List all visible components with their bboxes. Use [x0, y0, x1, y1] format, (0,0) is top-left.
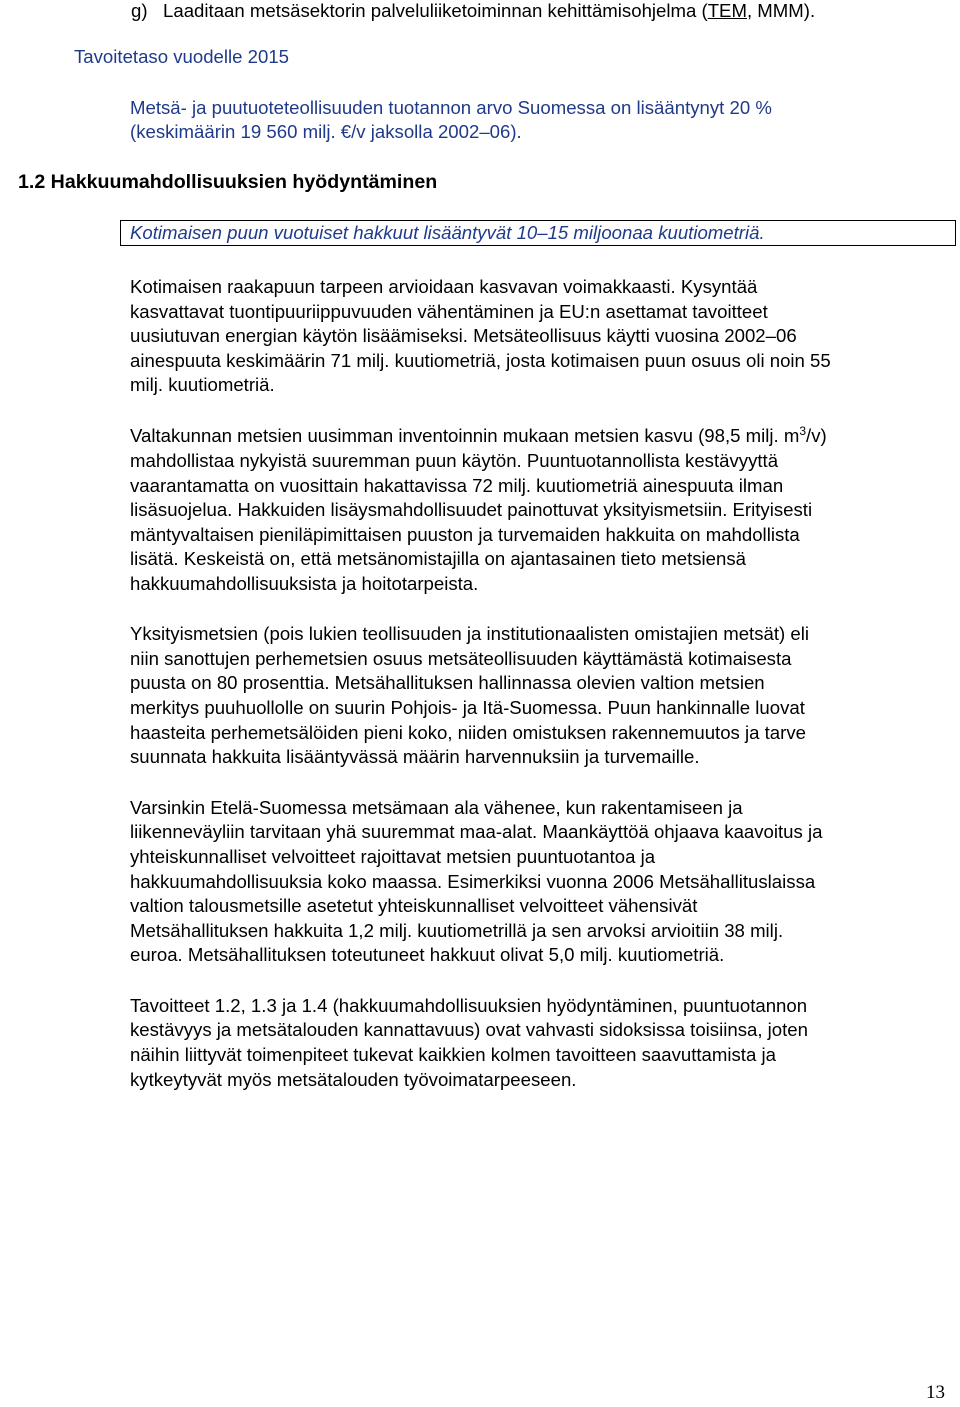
paragraph-5-line: kytkeytyvät myös metsätalouden työvoimatarpeeseen. [130, 1069, 577, 1090]
paragraph-2-line: lisäsuojelua. Hakkuiden lisäysmahdollisuudet painottuvat yksityismetsiin. Erityisesti [130, 499, 813, 520]
paragraph-4-line: Varsinkin Etelä-Suomessa metsämaan ala vähenee, kun rakentamiseen ja [130, 797, 743, 818]
paragraph-5-line: Tavoitteet 1.2, 1.3 ja 1.4 (hakkuumahdollisuuksien hyödyntäminen, puuntuotannon [130, 995, 808, 1016]
paragraph-3-line: niin sanottujen perhemetsien osuus metsäteollisuuden käyttämästä kotimaisesta [130, 648, 792, 669]
paragraph-4-line: valtion talousmetsille asetetut yhteiskunnalliset velvoitteet vähensivät [130, 895, 698, 916]
paragraph-2-text: /v) [806, 425, 827, 446]
paragraph-5-line: näihin liittyvät toimenpiteet tukevat kaikkien kolmen tavoitteen saavuttamista ja [130, 1044, 776, 1065]
target-2015-line: Metsä- ja puutuoteteollisuuden tuotannon arvo Suomessa on lisääntynyt 20 % [130, 97, 772, 118]
list-item-g-text-before: g) Laaditaan metsäsektorin palveluliiketoiminnan kehittämisohjelma ( [131, 0, 708, 21]
paragraph-3-line: haasteita perhemetsälöiden pieni koko, niiden omistuksen rakennemuutos ja tarve [130, 722, 806, 743]
target-2015-line: (keskimäärin 19 560 milj. €/v jaksolla 2002–06). [130, 121, 522, 142]
paragraph-2-line: lisätä. Keskeistä on, että metsänomistajilla on ajantasainen tieto metsiensä [130, 548, 746, 569]
paragraph-2-line: vaarantamatta on vuosittain hakattavissa 72 milj. kuutiometriä ainespuuta ilman [130, 475, 784, 496]
paragraph-2-text: Valtakunnan metsien uusimman inventoinnin mukaan metsien kasvu (98,5 milj. m [130, 425, 800, 446]
list-item-g-text-after: , MMM). [746, 0, 816, 21]
paragraph-1-line: milj. kuutiometriä. [130, 374, 275, 395]
list-item-g [131, 0, 815, 22]
boxed-target [120, 220, 956, 246]
paragraph-1-line: Kotimaisen raakapuun tarpeen arvioidaan kasvavan voimakkaasti. Kysyntää [130, 276, 758, 297]
paragraph-3-line: puusta on 80 prosenttia. Metsähallituksen hallinnassa olevien valtion metsien [130, 672, 765, 693]
paragraph-2-line [130, 424, 827, 449]
paragraph-2-line: hakkuumahdollisuuksista ja hoitotarpeista. [130, 573, 479, 594]
target-2015-heading: Tavoitetaso vuodelle 2015 [74, 46, 290, 67]
paragraph-4-line: liikenneväyliin tarvitaan yhä suuremmat maa-alat. Maankäyttöä ohjaava kaavoitus ja [130, 821, 823, 842]
paragraph-4-line: euroa. Metsähallituksen toteutuneet hakkuut olivat 5,0 milj. kuutiometriä. [130, 944, 725, 965]
paragraph-1-line: ainespuuta keskimäärin 71 milj. kuutiometriä, josta kotimaisen puun osuus oli noin 55 [130, 350, 831, 371]
paragraph-4-line: hakkuumahdollisuuksia koko maassa. Esimerkiksi vuonna 2006 Metsähallituslaissa [130, 871, 816, 892]
page-number: 13 [926, 1382, 945, 1403]
paragraph-2-line: mäntyvaltaisen pieniläpimittaisen puuston ja turvemaiden hakkuita on mahdollista [130, 524, 800, 545]
paragraph-3-line: merkitys puuhuollolle on suurin Pohjois- ja Itä-Suomessa. Puun hankinnalle luovat [130, 697, 805, 718]
list-item-g-underlined-abbrev: TEM [707, 0, 747, 21]
section-heading: 1.2 Hakkuumahdollisuuksien hyödyntäminen [18, 171, 438, 193]
paragraph-1-line: uusiutuvan energian käytön lisäämiseksi. Metsäteollisuus käytti vuosina 2002–06 [130, 325, 797, 346]
paragraph-4-line: Metsähallituksen hakkuita 1,2 milj. kuutiometrillä ja sen arvoksi arvioitiin 38 milj. [130, 920, 784, 941]
paragraph-3-line: suunnata hakkuita lisääntyvässä määrin harvennuksiin ja turvemaille. [130, 746, 700, 767]
paragraph-3-line: Yksityismetsien (pois lukien teollisuuden ja institutionaalisten omistajien metsät) eli [130, 623, 809, 644]
paragraph-2-line: mahdollistaa nykyistä suuremman puun käytön. Puuntuotannollista kestävyyttä [130, 450, 779, 471]
paragraph-4-line: yhteiskunnalliset velvoitteet rajoittavat metsien puuntuotantoa ja [130, 846, 656, 867]
paragraph-1-line: kasvattavat tuontipuuriippuvuuden vähentäminen ja EU:n asettamat tavoitteet [130, 301, 768, 322]
boxed-target-text: Kotimaisen puun vuotuiset hakkuut lisääntyvät 10–15 miljoonaa kuutiometriä. [130, 222, 765, 243]
superscript-exponent: 3 [799, 424, 807, 438]
paragraph-5-line: kestävyys ja metsätalouden kannattavuus) ovat vahvasti sidoksissa toisiinsa, joten [130, 1019, 808, 1040]
